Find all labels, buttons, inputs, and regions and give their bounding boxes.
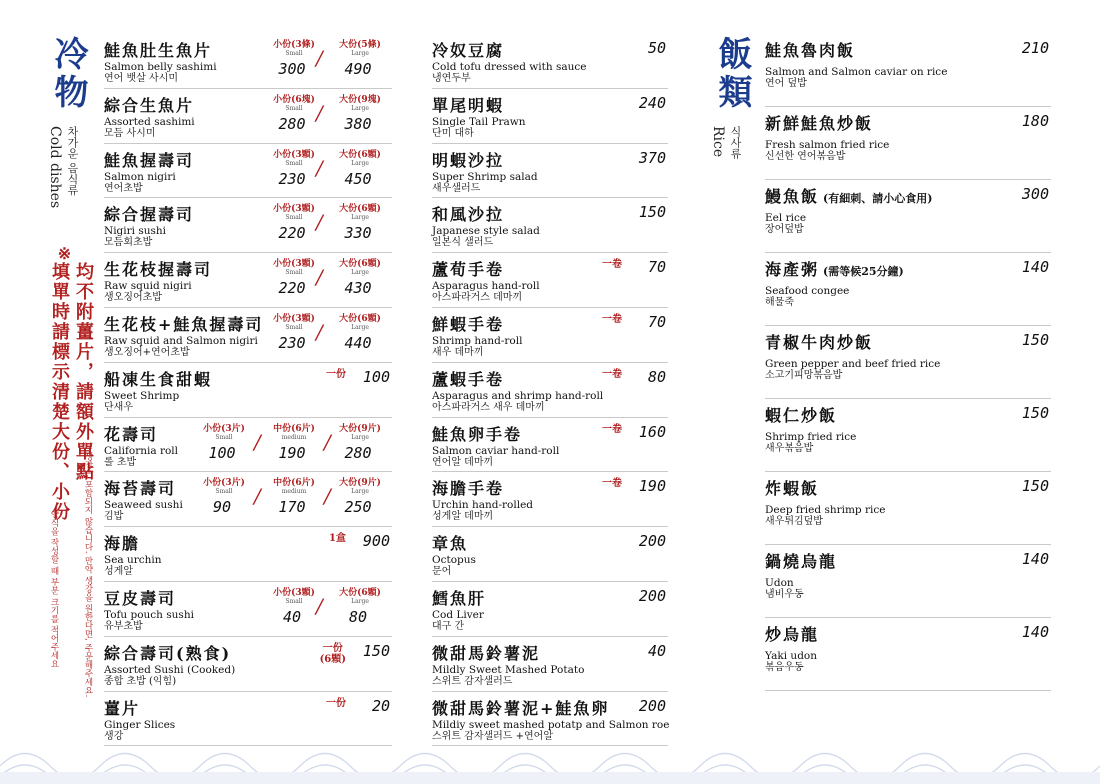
item-name-en: Raw squid nigiri <box>104 280 192 293</box>
divider-slash: / <box>324 429 331 454</box>
item-name-zh: 豆皮壽司 <box>104 588 177 608</box>
portion-s-price: 300 <box>278 60 306 78</box>
menu-item <box>104 637 392 692</box>
portion-s-sub: Small <box>285 214 303 222</box>
wave-decoration <box>0 736 1100 784</box>
item-name-ko: 연어초밥 <box>104 182 143 194</box>
item-name-ko: 새우튀김덮밥 <box>765 516 823 527</box>
item-name-ko: 문어 <box>432 566 452 578</box>
portion-l-label: 大份(9塊) Large <box>332 92 388 112</box>
item-name-en: Seafood congee <box>765 285 850 297</box>
note-mark: ※ <box>55 244 74 263</box>
menu-item <box>765 253 1051 326</box>
item-price: 50 <box>647 39 666 57</box>
item-price: 200 <box>638 696 666 715</box>
item-name-en: Sweet Shrimp <box>104 389 180 402</box>
cold-subtitle-ko: 차가운 음식류 <box>66 126 79 196</box>
item-price: 900 <box>362 532 390 551</box>
item-name-en: Green pepper and beef fried rice <box>765 358 941 370</box>
item-price: 70 <box>647 312 666 331</box>
item-name-zh: 蘆蝦手卷 <box>432 369 505 389</box>
item-price: 150 <box>1021 404 1049 422</box>
item-name-ko: 새우샐러드 <box>432 182 481 194</box>
item-name-en: Salmon nigiri <box>104 170 176 183</box>
menu-item <box>432 198 668 253</box>
portion-l-label: 大份(6顆) Large <box>332 201 388 221</box>
portion-label: 一份 <box>326 368 346 380</box>
portion-l-price: 380 <box>344 114 372 133</box>
portion-l-sub: Large <box>351 488 369 496</box>
item-price: 200 <box>638 586 666 605</box>
item-name-zh: 海苔壽司 <box>104 479 177 499</box>
item-name-en: Deep fried shrimp rice <box>765 504 886 516</box>
portion-s-price: 90 <box>212 498 232 517</box>
note-portion: 填單時請標示清楚大份、小份 <box>49 262 70 522</box>
item-name-ko: 일본식 샐러드 <box>432 237 494 249</box>
item-price: 210 <box>1021 39 1049 57</box>
item-name-ko: 단새우 <box>104 401 133 413</box>
item-name-zh: 鮭魚卵手卷 <box>432 424 523 444</box>
portion-label: 一卷 <box>602 423 622 435</box>
menu-item <box>104 527 392 582</box>
portion-l-price: 280 <box>344 443 372 462</box>
item-name-ko: 새우볶음밥 <box>765 443 814 454</box>
menu-item <box>432 582 668 637</box>
portion-l-label: 大份(6顆) Large <box>332 585 388 605</box>
portion-s-label: 小份(3片) Small <box>196 475 252 495</box>
portion-l-price: 80 <box>348 607 368 626</box>
item-name-en: Eel rice <box>765 212 807 224</box>
item-name-en: Fresh salmon fried rice <box>765 139 890 151</box>
item-price: 140 <box>1021 623 1049 641</box>
item-price: 150 <box>362 641 390 660</box>
item-name-zh: 鰻魚飯 (有細刺、請小心食用) <box>765 187 933 206</box>
item-name-zh: 綜合生魚片 <box>104 95 195 115</box>
item-name-en: Cod Liver <box>432 608 484 621</box>
item-name-zh: 鱈魚肝 <box>432 588 487 608</box>
rice-subtitle-en: Rice <box>710 126 726 158</box>
item-name-en: Single Tail Prawn <box>432 115 526 128</box>
item-name-ko: 대구 간 <box>432 620 465 632</box>
divider-slash: / <box>316 100 323 125</box>
portion-s-price: 220 <box>278 279 306 298</box>
menu-item <box>765 326 1051 399</box>
item-name-en: Salmon belly sashimi <box>104 61 217 73</box>
menu-item <box>765 399 1051 472</box>
menu-item <box>104 253 392 308</box>
item-name-en: Cold tofu dressed with sauce <box>432 61 587 73</box>
menu-item <box>104 144 392 199</box>
item-name-zh: 章魚 <box>432 534 469 554</box>
portion-label: 一份 <box>326 697 346 709</box>
item-name-ko: 연어 뱃살 사시미 <box>104 73 178 84</box>
item-name-en: California roll <box>104 444 179 457</box>
portion-l-label: 大份(6顆) Large <box>332 147 388 167</box>
menu-item <box>765 34 1051 107</box>
item-name-ko: 아스파라거스 새우 데마끼 <box>432 401 545 413</box>
item-name-ko: 스위트 감자샐러드 <box>432 675 513 687</box>
portion-m-label: 中份(6片) medium <box>266 421 322 441</box>
portion-l-sub: Large <box>351 323 369 331</box>
portion-m-sub: medium <box>281 488 307 496</box>
item-name-zh: 薑片 <box>104 698 141 718</box>
item-name-en: Yaki udon <box>765 650 818 662</box>
item-price: 190 <box>638 477 666 496</box>
portion-l-price: 440 <box>344 333 372 352</box>
note-ko-ginger: 생강은 포함되지 않습니다. 만약 생강을 원한다면, 주문해주세요. <box>83 452 93 698</box>
note-ko-portion: 양식을 작성할 때 부분 크기를 적어주세요 <box>49 510 59 669</box>
portion-label: 一份 (6顆) <box>319 642 346 665</box>
portion-s-sub: Small <box>285 269 303 277</box>
item-name-ko: 아스파라거스 데마끼 <box>432 292 523 304</box>
portion-l-sub: Large <box>351 159 369 167</box>
item-name-en: Nigiri sushi <box>104 225 167 238</box>
item-price: 150 <box>638 203 666 222</box>
item-name-zh: 海膽手卷 <box>432 479 505 499</box>
item-name-ko: 해물죽 <box>765 297 794 308</box>
menu-item <box>432 89 668 144</box>
item-price: 150 <box>1021 477 1049 495</box>
portion-s-label: 小份(3顆) Small <box>266 256 322 276</box>
menu-item <box>765 107 1051 180</box>
item-name-ko: 김밥 <box>104 511 124 523</box>
item-name-ko: 성게알 데마끼 <box>432 511 494 523</box>
item-name-zh: 船凍生食甜蝦 <box>104 369 213 389</box>
portion-s-sub: Small <box>215 488 233 496</box>
item-name-zh: 青椒牛肉炒飯 <box>765 333 874 352</box>
item-name-en: Asparagus and shrimp hand-roll <box>432 389 604 402</box>
portion-s-label: 小份(3顆) Small <box>266 201 322 221</box>
item-price: 300 <box>1021 185 1049 203</box>
item-name-en: Mildly Sweet Mashed Potato <box>432 663 585 676</box>
portion-s-label: 小份(6塊) Small <box>266 92 322 112</box>
portion-l-label: 大份(5條) Large <box>332 37 388 57</box>
cold-dishes-list <box>104 34 392 746</box>
item-name-ko: 모듬 사시미 <box>104 127 156 139</box>
divider-slash: / <box>254 484 261 509</box>
item-name-zh: 微甜馬鈴薯泥+鮭魚卵 <box>432 698 610 718</box>
item-name-en: Shrimp hand-roll <box>432 334 523 347</box>
portion-label: 一卷 <box>602 478 622 490</box>
item-name-ko: 냉연두부 <box>432 73 471 84</box>
item-price: 40 <box>647 641 666 660</box>
menu-item <box>432 637 668 692</box>
portion-s-price: 230 <box>278 333 306 352</box>
portion-s-label: 小份(3條) Small <box>266 37 322 57</box>
item-name-ko: 생오징어+연어초밥 <box>104 346 190 358</box>
divider-slash: / <box>316 210 323 235</box>
item-name-en: Sea urchin <box>104 554 162 567</box>
menu-item <box>104 582 392 637</box>
item-price: 150 <box>1021 331 1049 349</box>
note-no-ginger: 均不附薑片，請額外單點 <box>73 262 94 482</box>
item-name-zh: 微甜馬鈴薯泥 <box>432 643 541 663</box>
menu-item <box>432 418 668 473</box>
item-name-zh: 海膽 <box>104 534 141 554</box>
portion-s-sub: Small <box>285 597 303 605</box>
portion-s-price: 280 <box>278 114 306 133</box>
item-price: 180 <box>1021 112 1049 130</box>
divider-slash: / <box>316 319 323 344</box>
cold-title: 冷物 <box>48 36 88 112</box>
item-name-ko: 롤 초밥 <box>104 456 137 468</box>
portion-label: 1盒 <box>329 533 346 545</box>
portion-s-sub: Small <box>285 50 303 57</box>
divider-slash: / <box>316 265 323 290</box>
cold-dishes-list-2 <box>432 34 668 746</box>
item-name-zh: 蝦仁炒飯 <box>765 406 838 425</box>
menu-item <box>432 472 668 527</box>
item-name-en: Seaweed sushi <box>104 499 183 512</box>
item-price: 240 <box>638 93 666 112</box>
divider-slash: / <box>316 593 323 618</box>
item-name-ko: 단미 대하 <box>432 127 474 139</box>
portion-s-sub: Small <box>285 104 303 112</box>
item-name-zh: 鮭魚握壽司 <box>104 150 195 170</box>
item-price: 140 <box>1021 550 1049 568</box>
item-name-en: Octopus <box>432 554 476 567</box>
portion-l-price: 450 <box>344 169 372 188</box>
item-note-zh: (需等候25分鐘) <box>823 265 904 278</box>
item-name-en: Salmon caviar hand-roll <box>432 444 560 457</box>
item-name-ko: 모듬회초밥 <box>104 237 153 249</box>
menu-item <box>104 363 392 418</box>
item-name-ko: 신선한 연어볶음밥 <box>765 151 846 162</box>
menu-item <box>765 545 1051 618</box>
item-name-zh: 綜合握壽司 <box>104 205 195 225</box>
item-name-en: Urchin hand-rolled <box>432 499 534 512</box>
item-name-en: Tofu pouch sushi <box>104 608 194 621</box>
item-price: 70 <box>647 258 666 277</box>
portion-m-price: 190 <box>278 443 306 462</box>
item-name-en: Raw squid and Salmon nigiri <box>104 334 258 347</box>
portion-s-sub: Small <box>285 159 303 167</box>
cold-subtitle-en: Cold dishes <box>47 126 63 209</box>
portion-l-label: 大份(9片) Large <box>332 421 388 441</box>
portion-s-label: 小份(3顆) Small <box>266 311 322 331</box>
portion-s-label: 小份(3片) Small <box>196 421 252 441</box>
portion-l-price: 430 <box>344 279 372 298</box>
item-name-en: Shrimp fried rice <box>765 431 857 443</box>
menu-item <box>432 308 668 363</box>
item-name-zh: 明蝦沙拉 <box>432 150 505 170</box>
portion-l-label: 大份(6顆) Large <box>332 256 388 276</box>
item-name-ko: 연어 덮밥 <box>765 78 807 89</box>
item-name-zh: 冷奴豆腐 <box>432 41 505 60</box>
portion-label: 一卷 <box>602 368 622 380</box>
item-price: 200 <box>638 532 666 551</box>
item-name-zh: 和風沙拉 <box>432 205 505 225</box>
portion-l-price: 490 <box>344 60 372 78</box>
portion-l-sub: Large <box>351 269 369 277</box>
item-name-ko: 새우 데마끼 <box>432 346 484 358</box>
item-note-zh: (有細刺、請小心食用) <box>823 192 933 205</box>
portion-s-label: 小份(3顆) Small <box>266 147 322 167</box>
item-name-ko: 생강 <box>104 730 124 742</box>
menu-item <box>432 527 668 582</box>
item-name-ko: 볶음우동 <box>765 662 804 673</box>
item-name-en: Ginger Slices <box>104 718 176 731</box>
item-name-zh: 炒烏龍 <box>765 625 820 644</box>
item-name-zh: 鮮蝦手卷 <box>432 314 505 334</box>
item-name-zh: 鮭魚魯肉飯 <box>765 41 856 60</box>
item-name-ko: 소고기피망볶음밥 <box>765 370 843 381</box>
menu-item <box>104 89 392 144</box>
menu-item <box>765 180 1051 253</box>
item-name-en: Super Shrimp salad <box>432 170 538 183</box>
menu-item <box>765 472 1051 545</box>
item-name-zh: 海產粥 (需等候25分鐘) <box>765 260 904 279</box>
item-name-zh: 鮭魚肚生魚片 <box>104 41 213 60</box>
menu-item <box>104 198 392 253</box>
item-name-en: Assorted Sushi (Cooked) <box>104 663 236 676</box>
item-name-zh: 新鮮鮭魚炒飯 <box>765 114 874 133</box>
item-name-ko: 연어알 데마끼 <box>432 456 494 468</box>
portion-l-sub: Large <box>351 597 369 605</box>
item-name-ko: 장어덮밥 <box>765 224 804 235</box>
menu-item <box>432 34 668 89</box>
item-name-en: Assorted sashimi <box>104 115 195 128</box>
item-name-en: Asparagus hand-roll <box>432 280 540 293</box>
divider-slash: / <box>254 429 261 454</box>
portion-l-label: 大份(6顆) Large <box>332 311 388 331</box>
portion-l-sub: Large <box>351 104 369 112</box>
menu-item <box>432 253 668 308</box>
item-price: 20 <box>371 696 390 715</box>
item-name-zh: 生花枝握壽司 <box>104 260 213 280</box>
portion-l-sub: Large <box>351 433 369 441</box>
item-name-ko: 성게알 <box>104 566 133 578</box>
portion-s-price: 100 <box>208 443 236 462</box>
divider-slash: / <box>316 155 323 180</box>
item-name-ko: 생오징어초밥 <box>104 292 162 304</box>
menu-item <box>432 363 668 418</box>
rice-subtitle-ko: 식사류 <box>729 126 742 159</box>
portion-label: 一卷 <box>602 259 622 271</box>
portion-m-sub: medium <box>281 433 307 441</box>
item-name-ko: 유부초밥 <box>104 620 143 632</box>
item-name-en: Salmon and Salmon caviar on rice <box>765 66 948 78</box>
item-price: 370 <box>638 148 666 167</box>
menu-item <box>104 308 392 363</box>
portion-s-price: 220 <box>278 224 306 243</box>
menu-item <box>432 144 668 199</box>
portion-l-price: 250 <box>344 498 372 517</box>
item-name-zh: 鍋燒烏龍 <box>765 552 838 571</box>
item-name-en: Udon <box>765 577 794 589</box>
divider-slash: / <box>324 484 331 509</box>
portion-s-sub: Small <box>285 323 303 331</box>
menu-item <box>104 472 392 527</box>
rice-title: 飯類 <box>712 36 752 112</box>
item-price: 80 <box>647 367 666 386</box>
menu-item <box>104 34 392 89</box>
item-name-zh: 綜合壽司(熟食) <box>104 643 232 663</box>
item-name-en: Mildiy sweet mashed potatp and Salmon roe <box>432 718 670 731</box>
item-name-zh: 花壽司 <box>104 424 159 444</box>
divider-slash: / <box>316 46 323 70</box>
portion-s-price: 230 <box>278 169 306 188</box>
item-name-zh: 蘆荀手卷 <box>432 260 505 280</box>
rice-list <box>765 34 1051 691</box>
portion-m-label: 中份(6片) medium <box>266 475 322 495</box>
item-name-ko: 종합 초밥 (익힘) <box>104 675 177 687</box>
item-name-zh: 炸蝦飯 <box>765 479 820 498</box>
menu-item <box>104 418 392 473</box>
portion-l-label: 大份(9片) Large <box>332 475 388 495</box>
item-name-en: Japanese style salad <box>432 225 540 238</box>
item-price: 140 <box>1021 258 1049 276</box>
menu-item <box>765 618 1051 691</box>
item-price: 100 <box>362 367 390 386</box>
item-name-ko: 냄비우동 <box>765 589 804 600</box>
item-name-zh: 生花枝+鮭魚握壽司 <box>104 314 264 334</box>
portion-s-label: 小份(3顆) Small <box>266 585 322 605</box>
portion-l-sub: Large <box>351 50 369 57</box>
item-price: 160 <box>638 422 666 441</box>
item-name-zh: 單尾明蝦 <box>432 95 505 115</box>
portion-s-sub: Small <box>215 433 233 441</box>
portion-s-price: 40 <box>282 607 302 626</box>
portion-m-price: 170 <box>278 498 306 517</box>
portion-l-sub: Large <box>351 214 369 222</box>
item-name-ko: 스위트 감자샐러드 +연어알 <box>432 730 553 742</box>
portion-l-price: 330 <box>344 224 372 243</box>
portion-label: 一卷 <box>602 313 622 325</box>
